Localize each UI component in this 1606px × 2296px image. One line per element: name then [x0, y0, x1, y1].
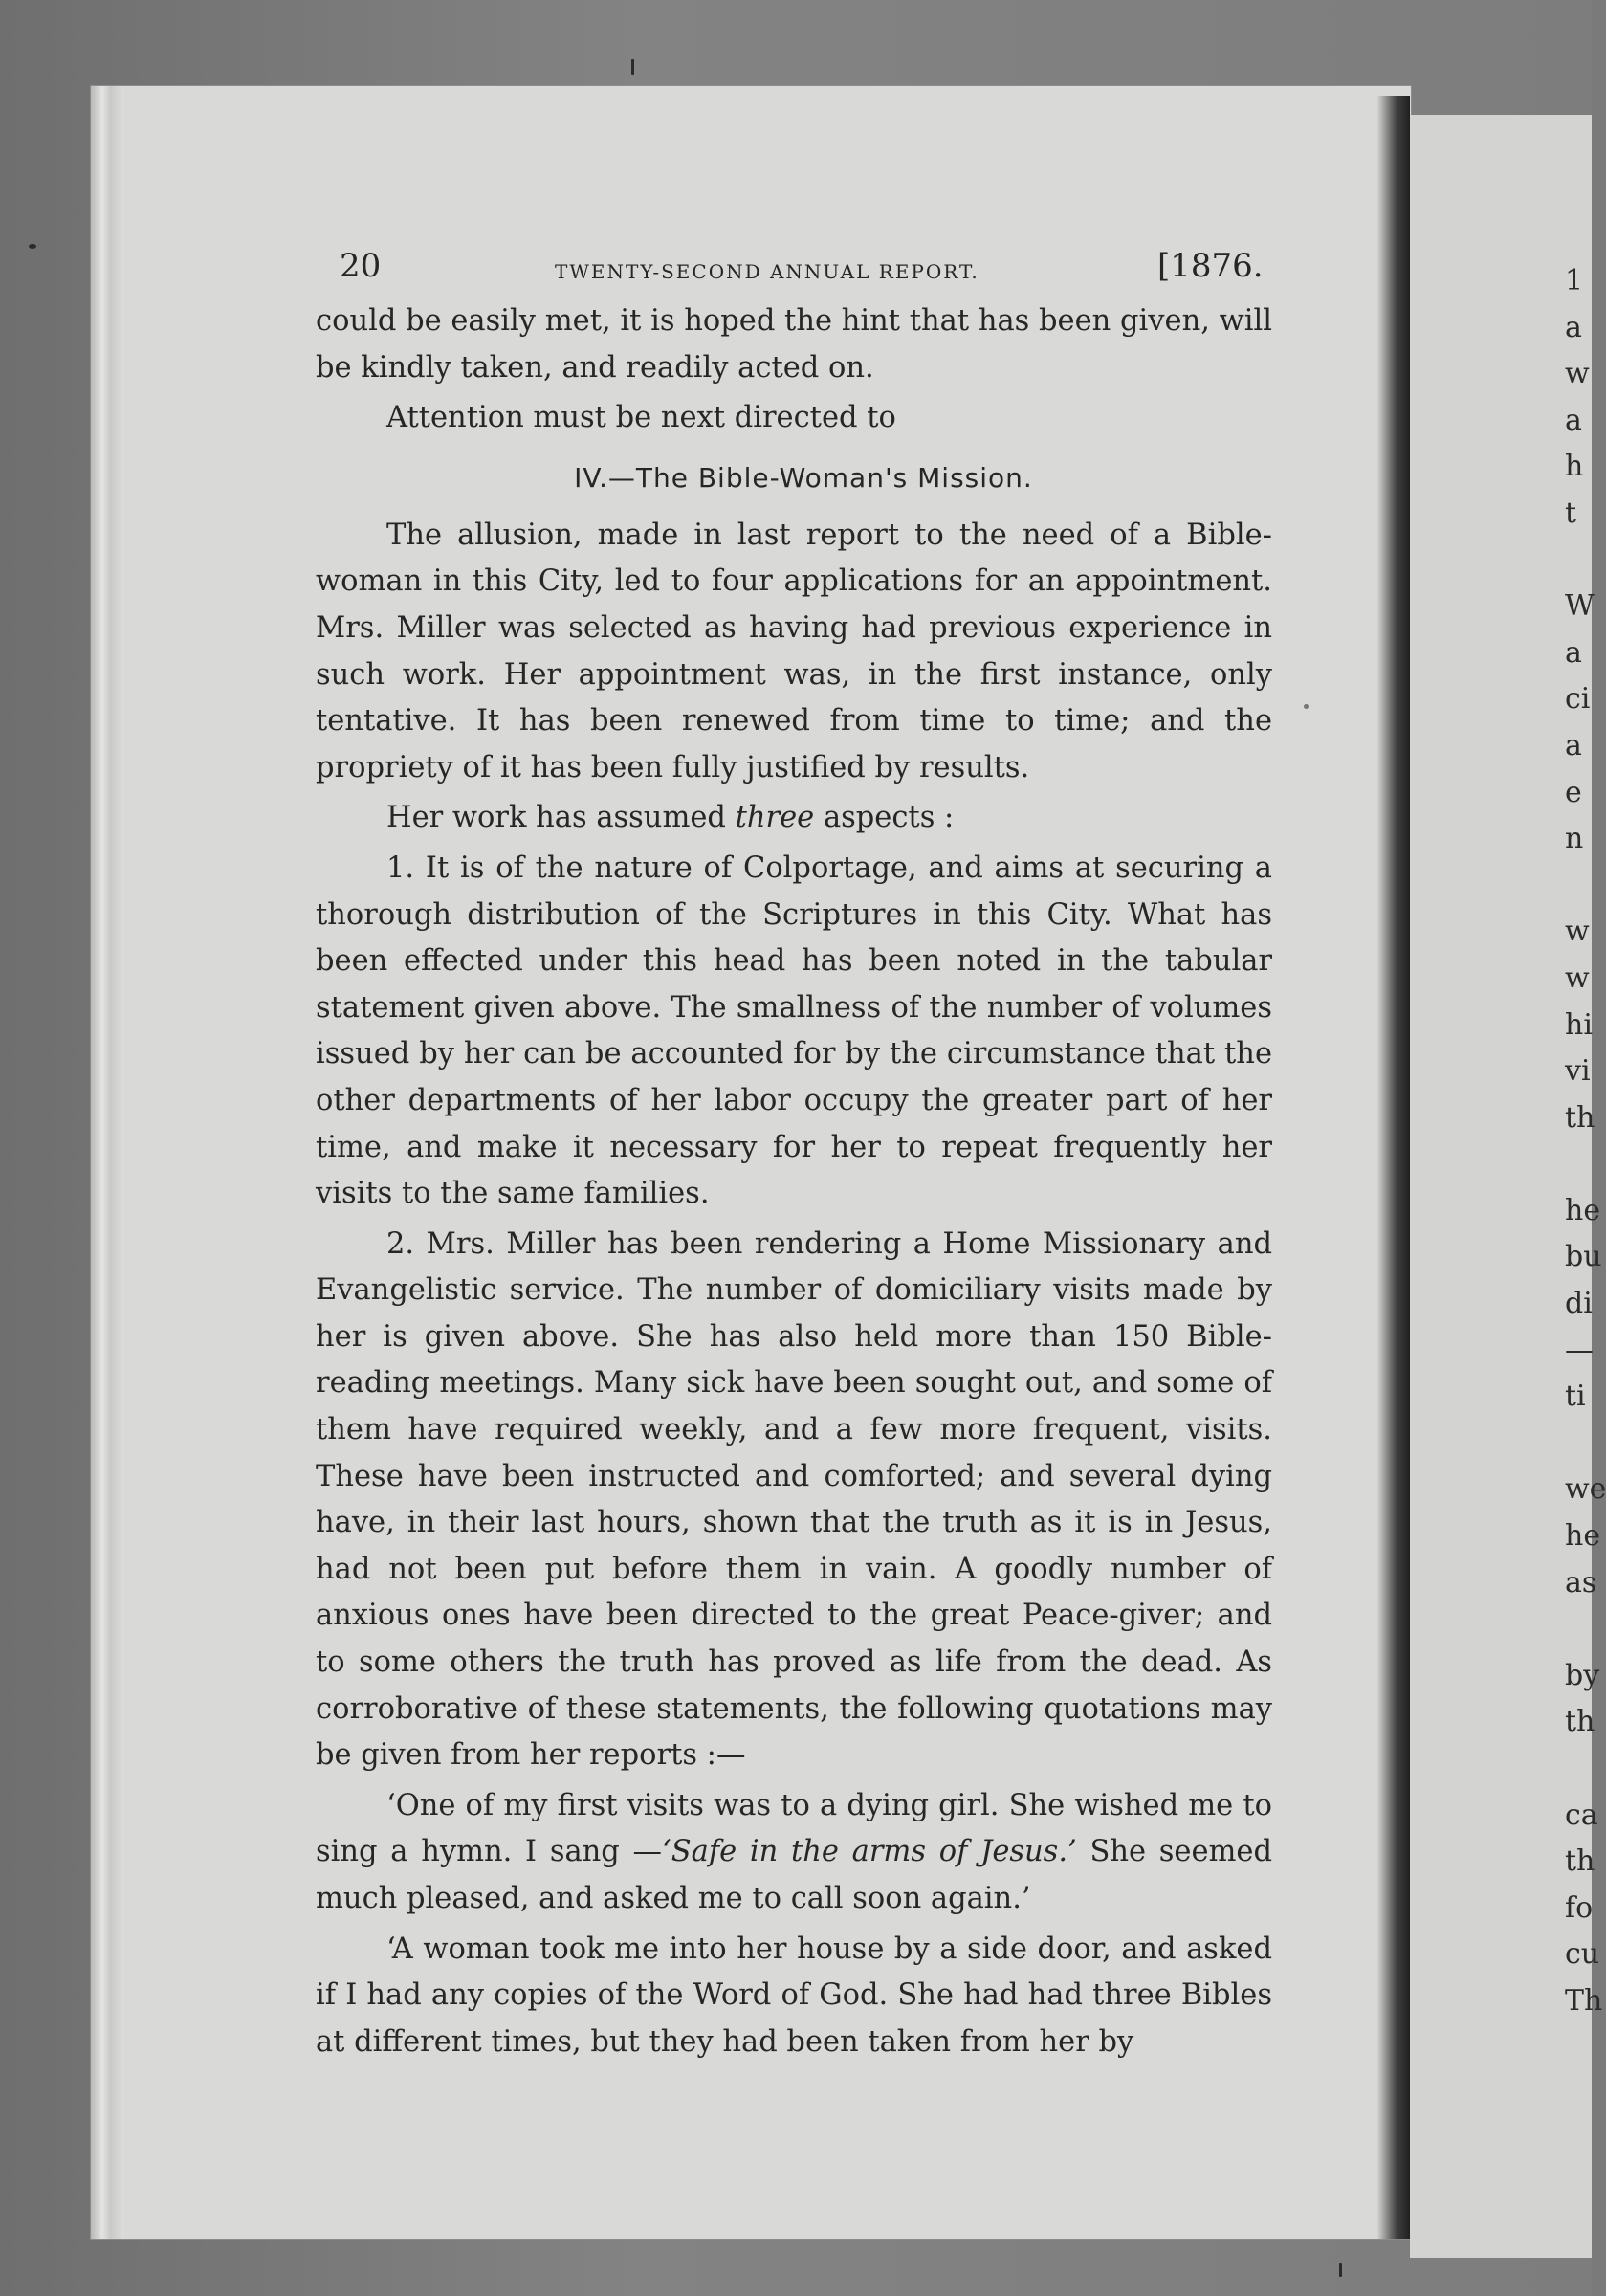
page-edge-stack [91, 86, 123, 2239]
facing-line-fragment: a [1565, 310, 1582, 344]
facing-line-fragment: as [1565, 1565, 1597, 1600]
paragraph: 2. Mrs. Miller has been rendering a Home Missionary and Evangelistic service. The number of domiciliary visits made by her is given above. She has also held more than 150 Bible-reading meetings. Many sick have been sought out, and some of them have required weekly, and a few more frequent, visits. These have been instructed and comforted; and several dying have, in their last hours, shown that the truth as it is in Jesus, had not been put before them in vain. A goodly number of anxious ones have been directed to the great Peace-giver; and to some others the truth has proved as life from the dead. As corroborative of these statements, the following quotations may be given from her reports :— [316, 1226, 1272, 1773]
facing-line-fragment [1565, 1606, 1606, 1653]
facing-line-fragment: Th [1565, 1983, 1603, 2018]
facing-line-fragment: ti [1565, 1380, 1586, 1414]
facing-line-fragment: — [1565, 1333, 1594, 1367]
page-number: 20 [340, 247, 382, 285]
facing-line-fragment: fo [1565, 1890, 1594, 1925]
facing-line-fragment: t [1565, 496, 1577, 530]
scan-speck [29, 244, 36, 249]
facing-line-fragment: hi [1565, 1007, 1593, 1042]
facing-line-fragment: a [1565, 403, 1582, 437]
facing-line-fragment: th [1565, 1844, 1595, 1879]
facing-line-fragment: W [1565, 589, 1595, 624]
facing-line-fragment: w [1565, 357, 1590, 391]
facing-line-fragment: cu [1565, 1937, 1600, 1972]
facing-line-fragment: n [1565, 822, 1584, 856]
facing-line-fragment: e [1565, 775, 1582, 809]
quotation-paragraph: ‘A woman took me into her house by a side door, and asked if I had any copies of the Word of God. She had had three Bibles at different times, but they had been taken from her by [316, 1932, 1272, 2059]
facing-line-fragment: th [1565, 1705, 1595, 1739]
scan-speck [631, 59, 634, 75]
facing-line-fragment: a [1565, 635, 1582, 670]
scan-speck [1339, 2263, 1342, 2277]
paragraph: Her work has assumed three aspects : [386, 801, 955, 835]
facing-line-fragment: by [1565, 1658, 1600, 1692]
facing-line-fragment: a [1565, 728, 1582, 762]
facing-line-fragment: w [1565, 960, 1590, 995]
facing-line-fragment [1565, 538, 1606, 585]
paragraph: 1. It is of the nature of Colportage, and aims at securing a thorough distribution of the Scriptures in this City. What has been effected under this head has been noted in the tabular statement given above. The smallness of the number of volumes issued by her can be accounted for by the circumstance that the other departments of her labor occupy the greater part of her time, and make it necessary for her to repeat frequently her visits to the same families. [316, 850, 1272, 1211]
facing-line-fragment: th [1565, 1100, 1595, 1135]
facing-page-text [1565, 258, 1606, 2025]
facing-line-fragment: ci [1565, 682, 1591, 717]
running-year: [1876. [1157, 247, 1264, 285]
body-text [316, 298, 1272, 2065]
facing-line-fragment [1565, 1421, 1606, 1468]
paragraph: Attention must be next directed to [386, 401, 896, 435]
quotation-paragraph: ‘One of my first visits was to a dying girl. She wished me to sing a hymn. I sang —‘Safe in the arms of Jesus.’ She seemed much pleased, and asked me to call soon again.’ [316, 1788, 1272, 1915]
paragraph: could be easily met, it is hoped the hint that has been given, will be kindly taken, and readily acted on. [316, 304, 1272, 385]
facing-line-fragment: w [1565, 915, 1590, 949]
facing-line-fragment: di [1565, 1287, 1593, 1321]
facing-line-fragment [1565, 863, 1606, 910]
scan-speck [1304, 704, 1309, 709]
facing-line-fragment: we [1565, 1472, 1606, 1507]
running-header [316, 239, 1272, 297]
facing-line-fragment: ca [1565, 1798, 1598, 1832]
facing-line-fragment: he [1565, 1519, 1601, 1554]
running-title: TWENTY-SECOND ANNUAL REPORT. [555, 260, 979, 283]
facing-line-fragment: he [1565, 1193, 1601, 1227]
facing-line-fragment: bu [1565, 1240, 1602, 1274]
page-content [316, 239, 1272, 2065]
facing-line-fragment: 1 [1565, 264, 1584, 298]
section-heading: IV.—The Bible-Woman's Mission. [574, 461, 1033, 494]
facing-line-fragment [1565, 1746, 1606, 1793]
facing-line-fragment: h [1565, 450, 1584, 484]
book-gutter [1377, 96, 1410, 2239]
facing-line-fragment [1565, 1141, 1606, 1188]
facing-line-fragment: vi [1565, 1054, 1591, 1089]
paragraph: The allusion, made in last report to the need of a Bible-woman in this City, led to four applications for an appointment. Mrs. Miller was selected as having had previous experience in such work. Her appointment was, in the first instance, only tentative. It has been renewed from time to time; and the propriety of it has been fully justified by results. [316, 518, 1272, 784]
